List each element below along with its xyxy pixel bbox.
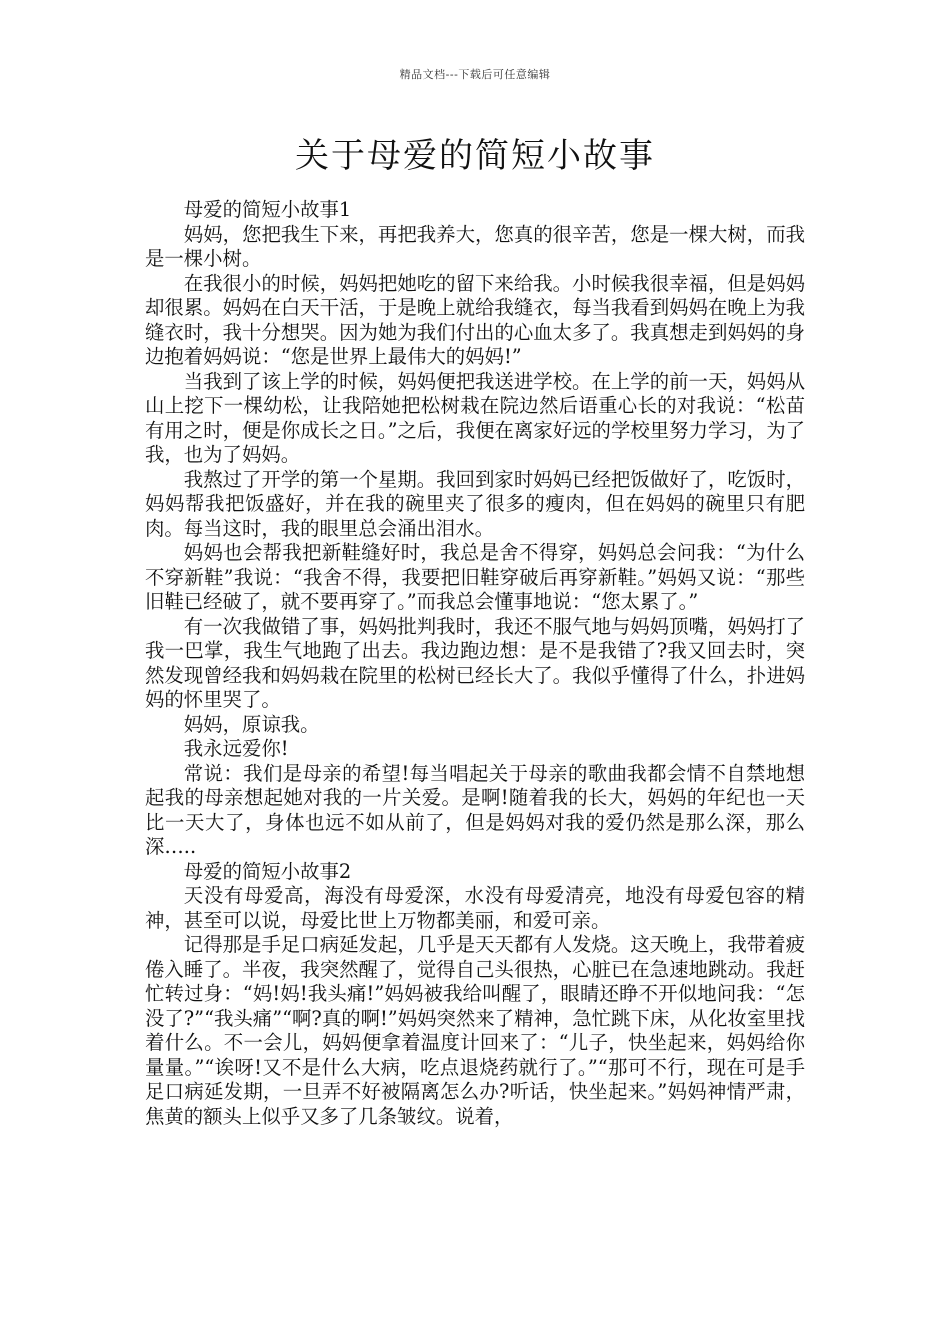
section-heading-story-2: 母爱的简短小故事2 — [183, 859, 352, 883]
paragraph: 记得那是手足口病延发起，几乎是天天都有人发烧。这天晚上，我带着疲倦入睡了。半夜，我突然醒了，觉得自己头很热，心脏已在急速地跳动。我赶忙转过身：“妈!妈!我头痛!”妈妈被我给叫醒了，眼睛还睁不开似地问我：“怎没了?”“我头痛”“啊?真的啊!”妈妈突然来了精神，急忙跳下床，从化妆室里找着什么。不一会儿，妈妈便拿着温度计回来了：“儿子，快坐起来，妈妈给你量量。”“诶呀!又不是什么大病，吃点退烧药就行了。”“那可不行，现在可是手足口病延发期，一旦弄不好被隔离怎么办?听话，快坐起来。”妈妈神情严肃，焦黄的额头上似乎又多了几条皱纹。说着， — [145, 933, 805, 1128]
document-title: 关于母爱的简短小故事 — [295, 136, 655, 176]
paragraph: 妈妈，您把我生下来，再把我养大，您真的很辛苦，您是一棵大树，而我是一棵小树。 — [145, 222, 805, 270]
paragraph: 妈妈，原谅我。 — [183, 712, 320, 736]
paragraph: 有一次我做错了事，妈妈批判我时，我还不服气地与妈妈顶嘴，妈妈打了我一巴掌，我生气地跑了出去。我边跑边想：是不是我错了?我又回去时，突然发现曾经我和妈妈栽在院里的松树已经长大了。我似乎懂得了什么，扑进妈妈的怀里哭了。 — [145, 614, 805, 711]
section-heading-story-1: 母爱的简短小故事1 — [183, 198, 352, 221]
paragraph: 在我很小的时候，妈妈把她吃的留下来给我。小时候我很幸福，但是妈妈却很累。妈妈在白天干活，于是晚上就给我缝衣，每当我看到妈妈在晚上为我缝衣时，我十分想哭。因为她为我们付出的心血太多了。我真想走到妈妈的身边抱着妈妈说：“您是世界上最伟大的妈妈!” — [145, 271, 805, 368]
paragraph: 我熬过了开学的第一个星期。我回到家时妈妈已经把饭做好了，吃饭时，妈妈帮我把饭盛好，并在我的碗里夹了很多的瘦肉，但在妈妈的碗里只有肥肉。每当这时，我的眼里总会涌出泪水。 — [145, 467, 805, 540]
body-text — [145, 198, 805, 1129]
paragraph: 妈妈也会帮我把新鞋缝好时，我总是舍不得穿，妈妈总会问我：“为什么不穿新鞋”我说：“我舍不得，我要把旧鞋穿破后再穿新鞋。”妈妈又说：“那些旧鞋已经破了，就不要再穿了。”而我总会懂事地说：“您太累了。” — [145, 541, 805, 613]
header-note: 精品文档---下载后可任意编辑 — [399, 68, 551, 81]
paragraph: 当我到了该上学的时候，妈妈便把我送进学校。在上学的前一天，妈妈从山上挖下一棵幼松，让我陪她把松树栽在院边然后语重心长的对我说：“松苗有用之时，便是你成长之日。”之后，我便在离家好远的学校里努力学习，为了我，也为了妈妈。 — [145, 369, 805, 466]
paragraph: 我永远爱你! — [183, 737, 289, 760]
paragraph: 常说：我们是母亲的希望!每当唱起关于母亲的歌曲我都会情不自禁地想起我的母亲想起她对我的一片关爱。是啊!随着我的长大，妈妈的年纪也一天比一天大了，身体也远不如从前了，但是妈妈对我的爱仍然是那么深，那么深….. — [145, 761, 805, 858]
paragraph: 天没有母爱高，海没有母爱深，水没有母爱清亮，地没有母爱包容的精神，甚至可以说，母爱比世上万物都美丽，和爱可亲。 — [145, 884, 805, 932]
